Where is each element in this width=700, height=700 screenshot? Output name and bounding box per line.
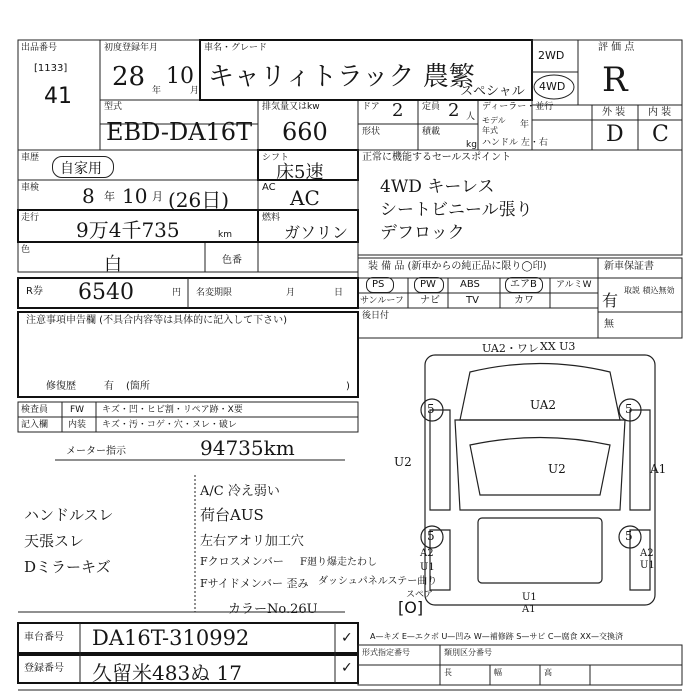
spare-value: [O] bbox=[398, 598, 424, 617]
mileage-label: 走行 bbox=[21, 213, 40, 223]
ac-value: AC bbox=[290, 186, 320, 210]
inspection-label: 車検 bbox=[21, 183, 40, 193]
grade-label: 評 価 点 bbox=[598, 42, 635, 53]
color-number: カラーNo.26U bbox=[228, 602, 318, 617]
selling-point-line2: シートビニール張り bbox=[380, 200, 533, 220]
remark-right-4: Fクロスメンバー bbox=[200, 555, 284, 568]
model-name-label: 車名・グレード bbox=[204, 43, 268, 53]
dealer-line3: ハンドル 左・右 bbox=[482, 138, 548, 148]
lot-code: [1133] bbox=[34, 63, 68, 74]
history-value: 自家用 bbox=[60, 161, 102, 177]
remark-right-1: A/C 冷え弱い bbox=[200, 484, 280, 499]
displacement-value: 660 bbox=[282, 118, 328, 146]
vehicle-diagram bbox=[421, 355, 655, 605]
inspector-row2: キズ・汚・コゲ・穴・ヌレ・破レ bbox=[102, 420, 237, 430]
grade-ext-label: 外 装 bbox=[602, 107, 626, 118]
dealer-line1: ディーラー・並行 bbox=[482, 102, 554, 112]
mark-left: U2 bbox=[394, 455, 412, 469]
warranty-label: 新車保証書 bbox=[604, 261, 654, 272]
warranty-no: 無 bbox=[604, 319, 614, 330]
inspection-year: 8 bbox=[82, 184, 95, 208]
mark-lb2: U1 bbox=[420, 562, 435, 573]
plate-check: ✓ bbox=[341, 660, 353, 676]
plate-value: 久留米483ぬ 17 bbox=[92, 661, 242, 685]
plate-label: 登録番号 bbox=[24, 663, 64, 674]
selling-points-label: 正常に機能するセールスポイント bbox=[362, 152, 512, 163]
due-month-unit: 月 bbox=[286, 288, 296, 298]
meter-label: メーター指示 bbox=[66, 446, 126, 457]
recycle-label: R券 bbox=[26, 286, 43, 297]
model-code-label: 型式 bbox=[104, 102, 123, 112]
width-label: 幅 bbox=[494, 668, 502, 677]
fuel-label: 燃料 bbox=[262, 213, 281, 223]
dealer-line2: モデル 年式 bbox=[482, 116, 506, 135]
remark-right-3: 左右アオリ加工穴 bbox=[200, 534, 304, 549]
shape-label: 形状 bbox=[362, 127, 381, 137]
tire-fl: 5 bbox=[427, 402, 435, 416]
doors-label: ドア bbox=[362, 102, 380, 112]
mark-rb2: U1 bbox=[640, 560, 655, 571]
recycle-value: 6540 bbox=[78, 280, 134, 305]
meter-value: 94735km bbox=[200, 436, 295, 460]
mark-center: U2 bbox=[548, 462, 566, 476]
fuel-value: ガソリン bbox=[284, 223, 349, 242]
damage-legend: A—キズ E—エクボ U—凹み W—補修跡 S—サビ C—腐食 XX—交換済 bbox=[370, 632, 624, 641]
repair-value: 有 bbox=[104, 381, 114, 392]
capacity-value: 2 bbox=[448, 100, 460, 121]
remark-right-7: ダッシュパネルステー曲り bbox=[318, 576, 438, 587]
drive-2wd: 2WD bbox=[538, 49, 565, 62]
chassis-label: 車台番号 bbox=[24, 632, 64, 643]
tire-rr: 5 bbox=[625, 529, 633, 543]
mark-bottom2: A1 bbox=[522, 604, 536, 615]
inspector-label1: 検査員 bbox=[21, 405, 49, 415]
first-reg-year-unit: 年 bbox=[152, 86, 162, 96]
notes-label: 注意事項申告欄 (不具合内容等は具体的に記入して下さい) bbox=[26, 315, 287, 326]
selling-point-line3: デフロック bbox=[380, 223, 465, 243]
equipment-tv: TV bbox=[466, 295, 479, 306]
equipment-pw: PW bbox=[420, 279, 436, 290]
inspection-month: 10 bbox=[122, 184, 148, 208]
mark-bottom1: U1 bbox=[522, 592, 537, 603]
first-reg-label: 初度登録年月 bbox=[104, 43, 159, 53]
due-day-unit: 日 bbox=[334, 288, 344, 298]
form-number-label: 形式指定番号 bbox=[362, 648, 410, 657]
airbag-circle bbox=[505, 277, 543, 293]
height-label: 高 bbox=[544, 668, 552, 677]
warranty-yes-note: 取説 積込無効 bbox=[624, 286, 675, 295]
remark-left-3: Dミラーキズ bbox=[24, 558, 111, 576]
color-value: 白 bbox=[104, 254, 122, 275]
model-code-value: EBD-DA16T bbox=[106, 118, 253, 146]
equipment-label: 装 備 品 (新車からの純正品に限り◯印) bbox=[368, 261, 547, 272]
ps-circle bbox=[366, 277, 394, 293]
inspector-interior: 内装 bbox=[68, 420, 87, 430]
equipment-sunroof: サンルーフ bbox=[360, 296, 404, 306]
drive-4wd: 4WD bbox=[539, 80, 566, 93]
mark-rb: A2 bbox=[640, 548, 654, 559]
equipment-leather: カワ bbox=[514, 295, 534, 306]
shift-value: 床5速 bbox=[276, 162, 324, 183]
history-label: 車歴 bbox=[21, 153, 40, 163]
dealer-year-unit: 年 bbox=[520, 120, 530, 130]
remark-right-5: Fサイドメンバー 歪み bbox=[200, 577, 309, 590]
ac-label: AC bbox=[262, 182, 276, 193]
warranty-yes: 有 bbox=[602, 291, 619, 310]
equipment-alloy: アルミW bbox=[556, 280, 592, 290]
inspector-fw: FW bbox=[70, 405, 85, 415]
mark-lb1: A2 bbox=[420, 548, 434, 559]
lot-label: 出品番号 bbox=[21, 43, 58, 53]
recycle-unit: 円 bbox=[172, 288, 182, 298]
first-reg-year: 28 bbox=[112, 62, 146, 92]
shift-label: シフト bbox=[262, 153, 290, 163]
chassis-check: ✓ bbox=[341, 630, 353, 646]
mark-hood: UA2 bbox=[530, 398, 557, 412]
remark-right-2: 荷台AUS bbox=[200, 506, 264, 524]
grade-int-value: C bbox=[652, 122, 669, 147]
tire-rl: 5 bbox=[427, 529, 435, 543]
mileage-unit: km bbox=[218, 230, 232, 240]
model-name-sub: スペシャル bbox=[460, 84, 525, 99]
capacity-label: 定員 bbox=[422, 102, 441, 112]
pw-circle bbox=[414, 277, 444, 293]
equipment-ps: PS bbox=[372, 279, 385, 290]
equipment-airbag: エアB bbox=[510, 279, 537, 290]
repair-label: 修復歴 bbox=[46, 381, 76, 392]
due-label: 名変期限 bbox=[196, 288, 233, 298]
after-install-label: 後日付 bbox=[362, 311, 390, 321]
displacement-label: 排気量又はkw bbox=[262, 102, 320, 112]
first-reg-month-unit: 月 bbox=[190, 86, 200, 96]
remark-left-1: ハンドルスレ bbox=[24, 506, 114, 524]
category-label: 類別区分番号 bbox=[444, 648, 492, 657]
capacity-unit: 人 bbox=[466, 112, 476, 122]
grade-value: R bbox=[602, 60, 628, 100]
mark-top1: UA2・ワレ bbox=[482, 342, 539, 355]
grade-ext-value: D bbox=[606, 122, 624, 147]
tire-fr: 5 bbox=[625, 402, 633, 416]
grade-int-label: 内 装 bbox=[648, 107, 672, 118]
inspection-year-unit: 年 bbox=[104, 190, 115, 203]
remark-left-2: 天張スレ bbox=[24, 532, 85, 550]
chassis-value: DA16T-310992 bbox=[92, 626, 250, 650]
inspection-day: (26日) bbox=[168, 188, 230, 212]
load-unit: kg bbox=[466, 140, 477, 150]
mileage-value: 9万4千735 bbox=[76, 218, 180, 242]
doors-value: 2 bbox=[392, 100, 404, 121]
inspector-label2: 記入欄 bbox=[21, 420, 49, 430]
spare-label: スペア bbox=[406, 590, 434, 600]
color-label: 色 bbox=[21, 245, 31, 255]
equipment-navi: ナビ bbox=[420, 295, 440, 306]
remark-right-6: F廻り爆走たわし bbox=[300, 557, 377, 568]
inspection-month-unit: 月 bbox=[152, 190, 163, 203]
inspector-row1: キズ・凹・ヒビ割・リペア跡・X要 bbox=[102, 405, 243, 415]
color-number-label: 色番 bbox=[222, 255, 242, 266]
equipment-abs: ABS bbox=[460, 279, 480, 290]
mark-right: A1 bbox=[650, 462, 667, 476]
model-name-value: キャリィトラック 農繁 bbox=[208, 62, 475, 92]
selling-point-line1: 4WD キーレス bbox=[380, 177, 495, 197]
length-label: 長 bbox=[444, 668, 452, 677]
mark-top2: XX U3 bbox=[540, 340, 576, 353]
repair-detail: (箇所 bbox=[126, 381, 150, 392]
lot-number: 41 bbox=[44, 84, 72, 109]
repair-close: ) bbox=[346, 381, 350, 392]
first-reg-month: 10 bbox=[166, 64, 194, 89]
load-label: 積載 bbox=[422, 127, 441, 137]
